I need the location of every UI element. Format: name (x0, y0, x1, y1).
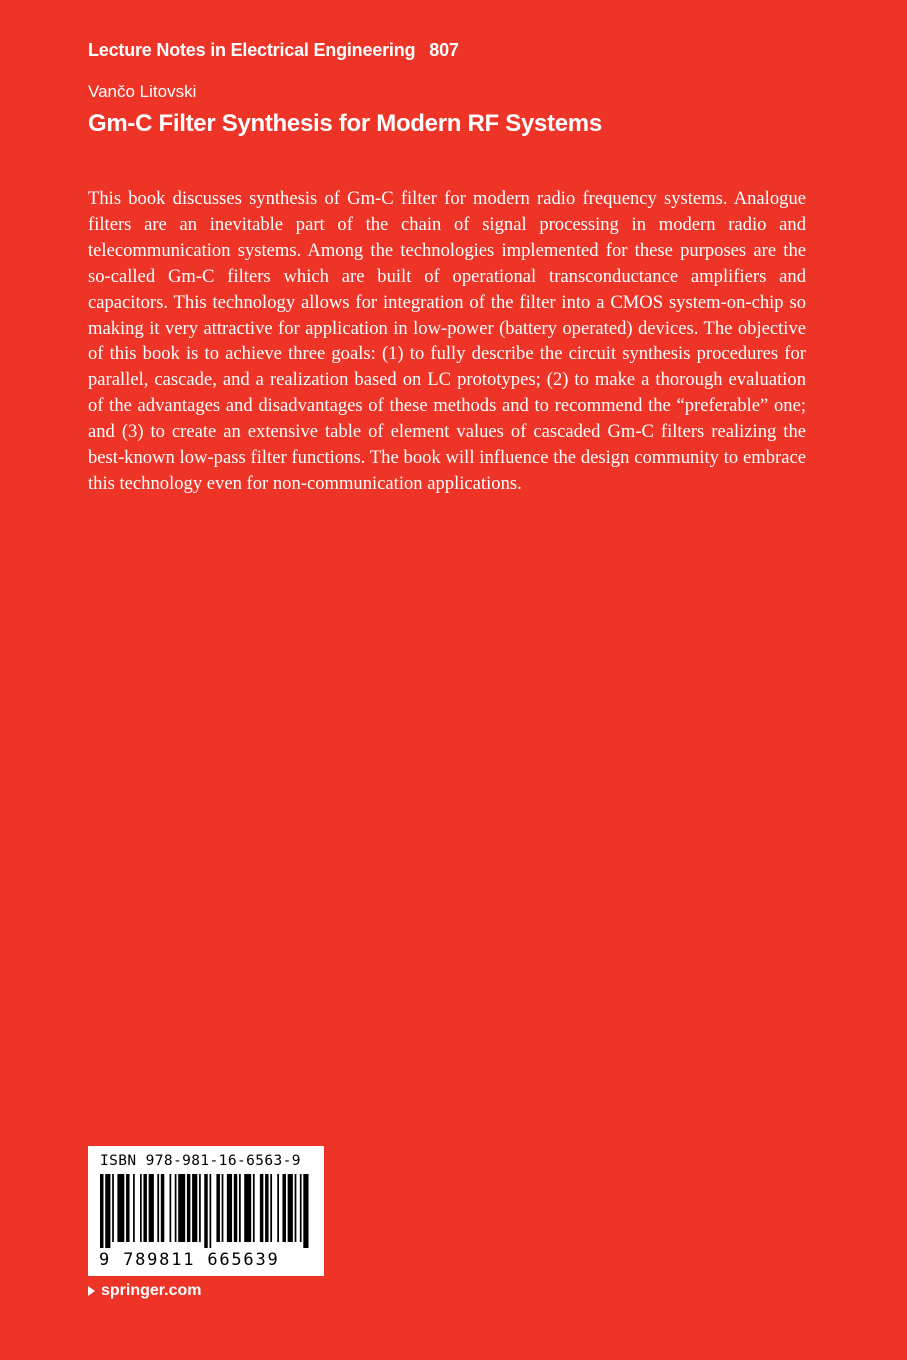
barcode-bar (161, 1174, 164, 1242)
barcode-bar (126, 1174, 129, 1242)
barcode-digits: 9 789811 665639 (99, 1250, 280, 1270)
barcode-bar (170, 1174, 172, 1242)
barcode-bar (187, 1174, 190, 1242)
barcode-bar (227, 1174, 232, 1242)
barcode-bars (100, 1174, 312, 1248)
barcode-bar (239, 1174, 241, 1242)
barcode-bar (105, 1174, 110, 1248)
barcode-bar (303, 1174, 308, 1248)
barcode-bar (270, 1174, 272, 1242)
barcode-bar (178, 1174, 185, 1242)
barcode-bar (140, 1174, 142, 1242)
barcode-bar (209, 1174, 211, 1248)
series-volume: 807 (429, 40, 459, 60)
barcode-bar (216, 1174, 219, 1242)
barcode-bar (282, 1174, 285, 1242)
barcode-bar (260, 1174, 263, 1242)
barcode-bar (277, 1174, 279, 1242)
barcode-bar (288, 1174, 293, 1242)
barcode-bar (253, 1174, 255, 1242)
barcode-bar (112, 1174, 114, 1242)
isbn-label: ISBN 978-981-16-6563-9 (100, 1153, 301, 1169)
author-name: Vančo Litovski (88, 82, 197, 101)
barcode-bar (192, 1174, 197, 1242)
barcode-bar (300, 1174, 302, 1242)
barcode-bar (295, 1174, 297, 1242)
isbn-barcode (88, 1146, 324, 1276)
barcode-bar (117, 1174, 124, 1242)
book-description: This book discusses synthesis of Gm-C filter for modern radio frequency systems. Analogue filters are an inevitable part of the chain of signal processing in modern radio and telecommunication systems. Among the technologies implemented for these purposes are the so-called Gm-C filters which are built of operational transconductance amplifiers and capacitors. This technology allows for integration of the filter into a CMOS system-on-chip so making it very attractive for application in low-power (battery operated) devices. The objective of this book is to achieve three goals: (1) to fully describe the circuit synthesis procedures for parallel, cascade, and a realization based on LC prototypes; (2) to make a thorough evaluation of the advantages and disadvantages of these methods and to recommend the “preferable” one; and (3) to create an extensive table of element values of cascaded Gm-C filters realizing the best-known low-pass filter functions. The book will influence the design community to embrace this technology even for non-communication applications. (88, 188, 806, 494)
series-name: Lecture Notes in Electrical Engineering (88, 40, 416, 60)
barcode-bar (175, 1174, 177, 1242)
barcode-bar (149, 1174, 154, 1242)
series-line (88, 40, 459, 61)
barcode-bar (222, 1174, 224, 1242)
barcode-bar (100, 1174, 103, 1248)
barcode-bar (157, 1174, 159, 1242)
arrow-right-icon (88, 1286, 95, 1296)
barcode-bar (133, 1174, 135, 1242)
barcode-bar (234, 1174, 237, 1242)
barcode-bar (204, 1174, 207, 1248)
barcode-bar (199, 1174, 201, 1242)
book-title: Gm-C Filter Synthesis for Modern RF Systems (88, 110, 602, 137)
publisher-url: springer.com (101, 1282, 202, 1299)
barcode-bar (244, 1174, 251, 1242)
barcode-bar (143, 1174, 146, 1242)
publisher-link[interactable] (88, 1282, 201, 1300)
barcode-bar (265, 1174, 268, 1242)
